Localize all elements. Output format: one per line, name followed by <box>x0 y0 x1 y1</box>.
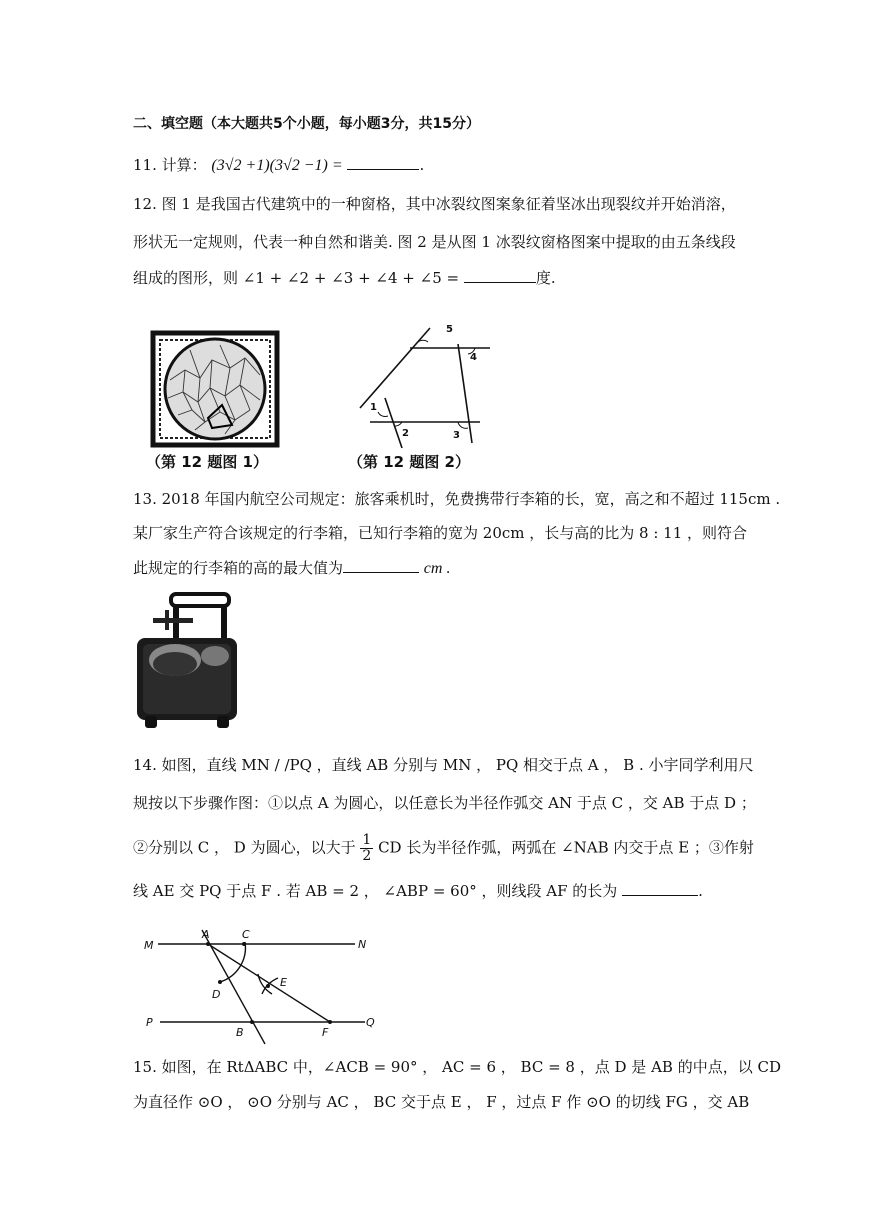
q15-line-2: 为直径作 ⊙O ， ⊙O 分别与 AC ， BC 交于点 E ， F ，过点 F 作 ⊙O 的切线 FG ，交 AB <box>133 1093 750 1111</box>
label-M: M <box>144 939 154 952</box>
q12-line-3 <box>133 266 556 288</box>
q13-line-3 <box>133 556 450 579</box>
q14-line-4 <box>133 879 703 901</box>
five-segment-figure <box>350 318 500 453</box>
q13-line-1: 13. 2018 年国内航空公司规定：旅客乘机时，免费携带行李箱的长，宽，高之和不超过 115cm . <box>133 490 781 508</box>
parallel-lines-construction-figure <box>140 922 385 1047</box>
q13-line-2: 某厂家生产符合该规定的行李箱，已知行李箱的宽为 20cm ，长与高的比为 8 : 11 ，则符合 <box>133 524 748 542</box>
one-half-fraction: $\frac{1}{2}$ <box>362 832 372 864</box>
q13-answer-blank[interactable] <box>343 556 419 573</box>
q11-prefix: 11. 计算： <box>133 156 207 174</box>
fig2-label-5: 5 <box>446 324 453 335</box>
q14-line-2: 规按以下步骤作图：①以点 A 为圆心，以任意长为半径作弧交 AN 于点 C ，交 AB 于点 D ； <box>133 794 756 812</box>
q12-line-2: 形状无一定规则，代表一种自然和谐美. 图 2 是从图 1 冰裂纹窗格图案中提取的由五条线段 <box>133 233 736 251</box>
fig2-label-2: 2 <box>402 428 409 439</box>
fig2-label-4: 4 <box>470 352 477 363</box>
q14-line-3-suffix: CD 长为半径作弧，两弧在 ∠NAB 内交于点 E ；③作射 <box>378 838 754 857</box>
label-D: D <box>212 988 221 1001</box>
q14-suffix: . <box>698 882 703 900</box>
q14-line-3-prefix: ②分别以 C ， D 为圆心，以大于 <box>133 838 356 857</box>
q12-angle-sum: 组成的图形，则 ∠1 + ∠2 + ∠3 + ∠4 + ∠5 = <box>133 269 460 287</box>
q13-question: 此规定的行李箱的高的最大值为 <box>133 559 344 577</box>
q12-answer-blank[interactable] <box>464 266 536 283</box>
q12-line-1: 12. 图 1 是我国古代建筑中的一种窗格，其中冰裂纹图案象征着坚冰出现裂纹并开始消溶， <box>133 195 736 213</box>
label-P: P <box>146 1016 153 1029</box>
q15-line-1: 15. 如图，在 RtΔABC 中，∠ACB = 90° ， AC = 6 ， BC = 8 ，点 D 是 AB 的中点，以 CD <box>133 1058 781 1076</box>
label-A: A <box>202 928 210 941</box>
q14-line-3 <box>133 833 754 864</box>
label-Q: Q <box>366 1016 375 1029</box>
q12-suffix: 度. <box>535 269 556 287</box>
fig2-caption: （第 12 题图 2） <box>348 453 470 471</box>
q14-line-4-prefix: 线 AE 交 PQ 于点 F . 若 AB = 2 ， ∠ABP = 60° ，则线段 AF 的长为 <box>133 882 618 900</box>
q13-unit: cm . <box>423 560 451 577</box>
label-E: E <box>280 976 287 989</box>
fig1-caption: （第 12 题图 1） <box>146 453 268 471</box>
section-title: 二、填空题（本大题共5个小题，每小题3分，共15分） <box>133 116 480 132</box>
q11-answer-blank[interactable] <box>347 153 419 170</box>
luggage-photo <box>133 588 243 733</box>
ice-crack-window-figure <box>150 330 280 448</box>
label-N: N <box>358 938 367 951</box>
label-F: F <box>322 1026 329 1039</box>
question-11 <box>133 153 424 176</box>
q11-expression: (3√2 +1)(3√2 −1) = <box>211 157 343 174</box>
fig2-label-1: 1 <box>370 402 377 413</box>
q14-line-1: 14. 如图，直线 MN / /PQ ，直线 AB 分别与 MN ， PQ 相交于点 A ， B . 小宇同学利用尺 <box>133 756 754 774</box>
label-C: C <box>242 928 250 941</box>
label-B: B <box>236 1026 244 1039</box>
fig2-label-3: 3 <box>453 430 460 441</box>
q14-answer-blank[interactable] <box>622 879 698 896</box>
q11-suffix: . <box>419 156 425 174</box>
